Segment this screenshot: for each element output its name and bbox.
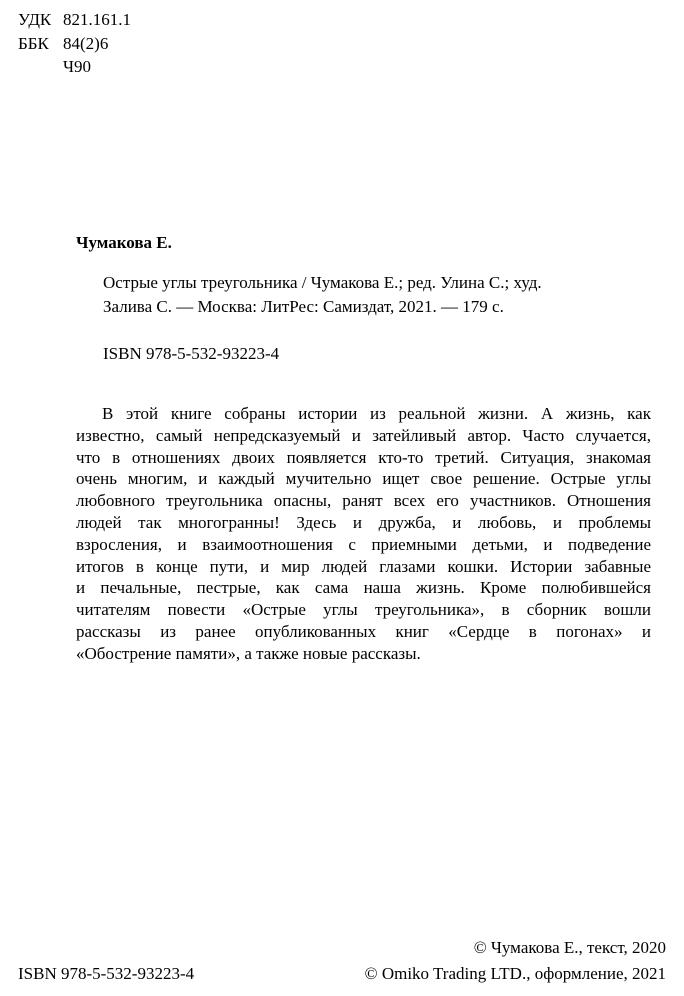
bbk-label: ББК — [18, 34, 49, 53]
isbn-bottom: ISBN 978-5-532-93223-4 — [18, 964, 195, 983]
author-mark: Ч90 — [63, 57, 92, 76]
udk-value: 821.161.1 — [63, 10, 131, 29]
annotation-line: известно, самый непредсказуемый и затейливый автор. Часто случается, — [76, 425, 651, 445]
annotation-line: рассказы из ранее опубликованных книг «Сердце в погонах» и — [76, 621, 651, 641]
copyright-text: © Чумакова Е., текст, 2020 — [473, 938, 666, 957]
isbn-top: ISBN 978-5-532-93223-4 — [103, 344, 280, 363]
annotation-line: что в отношениях двоих появляется кто-то третий. Ситуация, знакомая — [76, 447, 651, 467]
annotation-line: людей так многогранны! Здесь и дружба, и любовь, и проблемы — [76, 512, 651, 532]
copyright-design: © Omiko Trading LTD., оформление, 2021 — [364, 964, 666, 983]
bibliographic-line-2: Залива С. — Москва: ЛитРес: Самиздат, 2021. — 179 с. — [103, 297, 504, 316]
annotation-line: любовного треугольника опасны, ранят всех его участников. Отношения — [76, 491, 651, 511]
annotation-line: итогов в конце пути, и мир людей глазами кошки. Истории забавные — [76, 556, 651, 576]
annotation-line: читателям повести «Острые углы треугольника», в сборник вошли — [76, 600, 651, 620]
annotation-line: очень многим, и каждый мучительно ищет свое решение. Острые углы — [76, 469, 651, 489]
annotation-line: и печальные, пестрые, как сама наша жизнь. Кроме полюбившейся — [76, 578, 651, 598]
annotation — [76, 403, 651, 665]
annotation-line: В этой книге собраны истории из реальной жизни. А жизнь, как — [102, 404, 651, 423]
bbk-value: 84(2)6 — [63, 34, 109, 53]
annotation-line: «Обострение памяти», а также новые рассказы. — [76, 643, 421, 663]
udk-label: УДК — [18, 10, 52, 29]
annotation-line: взросления, и взаимоотношения с приемными детьми, и подведение — [76, 534, 651, 554]
author-heading: Чумакова Е. — [76, 233, 172, 252]
bibliographic-line-1: Острые углы треугольника / Чумакова Е.; ред. Улина С.; худ. — [103, 273, 542, 292]
